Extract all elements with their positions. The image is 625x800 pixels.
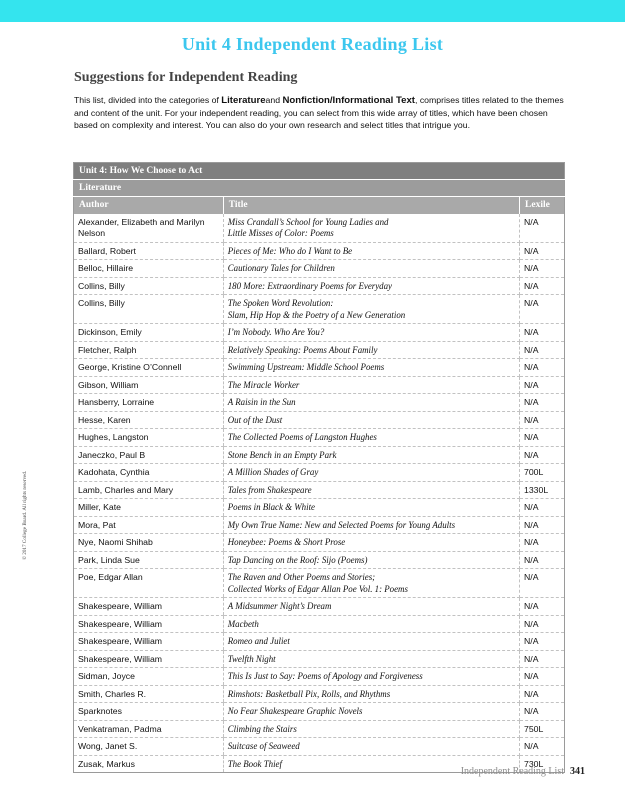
unit-header: Unit 4: How We Choose to Act bbox=[74, 163, 565, 180]
table-row bbox=[74, 633, 565, 651]
title-line: 180 More: Extraordinary Poems for Everyday bbox=[227, 280, 392, 291]
column-header-title: Title bbox=[223, 197, 519, 214]
column-header-author: Author bbox=[74, 197, 224, 214]
table-body bbox=[74, 214, 565, 773]
author-cell: Kadohata, Cynthia bbox=[74, 464, 224, 482]
title-line: Swimming Upstream: Middle School Poems bbox=[227, 362, 385, 372]
author-cell: Hesse, Karen bbox=[74, 411, 224, 429]
title-line: Poems in Black & White bbox=[227, 502, 315, 512]
title-line: Out of the Dust bbox=[227, 414, 283, 425]
lexile-cell: N/A bbox=[520, 685, 565, 703]
title-cell bbox=[223, 685, 519, 703]
intro-rest: , comprises titles related to the themes and content of the unit. For your independent reading, you can select from this wide array of titles, which have been chosen based on complexity and interest. You can also do your own research and select titles that intrigue you. bbox=[74, 95, 564, 131]
title-cell bbox=[223, 650, 519, 668]
title-cell bbox=[223, 668, 519, 686]
title-line: A Million Shades of Gray bbox=[227, 467, 319, 477]
title-cell bbox=[223, 598, 519, 616]
title-line: Climbing the Stairs bbox=[227, 723, 297, 734]
lexile-cell: N/A bbox=[520, 376, 565, 394]
section-heading: Suggestions for Independent Reading bbox=[74, 70, 298, 85]
author-cell: Collins, Billy bbox=[74, 295, 224, 324]
title-cell bbox=[223, 633, 519, 651]
table-row bbox=[74, 668, 565, 686]
title-cell bbox=[223, 464, 519, 482]
lexile-cell: N/A bbox=[520, 650, 565, 668]
title-line: Stone Bench in an Empty Park bbox=[227, 449, 337, 460]
lexile-cell: N/A bbox=[520, 295, 565, 324]
author-cell: George, Kristine O’Connell bbox=[74, 359, 224, 377]
lexile-cell: 1330L bbox=[520, 481, 565, 499]
intro-category-literature: Literature bbox=[221, 95, 266, 106]
author-cell: Park, Linda Sue bbox=[74, 551, 224, 569]
table-row bbox=[74, 242, 565, 260]
lexile-cell: 700L bbox=[520, 464, 565, 482]
intro-paragraph bbox=[74, 94, 566, 132]
title-cell bbox=[223, 738, 519, 756]
category-header: Literature bbox=[74, 180, 565, 197]
title-cell bbox=[223, 551, 519, 569]
title-line: A Raisin in the Sun bbox=[227, 397, 296, 407]
title-cell bbox=[223, 260, 519, 278]
author-cell: Dickinson, Emily bbox=[74, 324, 224, 342]
table-row bbox=[74, 738, 565, 756]
intro-category-nonfiction: Nonfiction/Informational Text bbox=[282, 95, 415, 106]
author-cell: Janeczko, Paul B bbox=[74, 446, 224, 464]
lexile-cell: N/A bbox=[520, 429, 565, 447]
lexile-cell: N/A bbox=[520, 214, 565, 243]
author-cell: Wong, Janet S. bbox=[74, 738, 224, 756]
title-line: No Fear Shakespeare Graphic Novels bbox=[227, 706, 363, 716]
table-row bbox=[74, 295, 565, 324]
lexile-cell: N/A bbox=[520, 359, 565, 377]
title-cell bbox=[223, 359, 519, 377]
title-line: Tap Dancing on the Roof: Sijo (Poems) bbox=[227, 554, 368, 565]
title-line: Cautionary Tales for Children bbox=[227, 263, 335, 273]
title-line: The Raven and Other Poems and Stories; bbox=[227, 572, 376, 582]
title-line: A Midsummer Night’s Dream bbox=[227, 601, 332, 611]
lexile-cell: 730L bbox=[520, 755, 565, 773]
table-row bbox=[74, 324, 565, 342]
table-row bbox=[74, 499, 565, 517]
author-cell: Shakespeare, William bbox=[74, 633, 224, 651]
title-line: Macbeth bbox=[227, 618, 259, 629]
lexile-cell: N/A bbox=[520, 260, 565, 278]
author-cell: Sparknotes bbox=[74, 703, 224, 721]
table-row bbox=[74, 615, 565, 633]
lexile-cell: N/A bbox=[520, 534, 565, 552]
title-line: My Own True Name: New and Selected Poems for Young Adults bbox=[227, 519, 456, 530]
title-cell bbox=[223, 534, 519, 552]
author-cell: Belloc, Hillaire bbox=[74, 260, 224, 278]
author-cell: Alexander, Elizabeth and Marilyn Nelson bbox=[74, 214, 224, 243]
table-row bbox=[74, 214, 565, 243]
table-row bbox=[74, 481, 565, 499]
table-row bbox=[74, 376, 565, 394]
author-cell: Shakespeare, William bbox=[74, 615, 224, 633]
title-cell bbox=[223, 569, 519, 598]
lexile-cell: N/A bbox=[520, 277, 565, 295]
title-cell bbox=[223, 516, 519, 534]
author-cell: Sidman, Joyce bbox=[74, 668, 224, 686]
page-title: Unit 4 Independent Reading List bbox=[181, 34, 444, 54]
title-line: The Miracle Worker bbox=[227, 379, 300, 390]
author-cell: Ballard, Robert bbox=[74, 242, 224, 260]
table-row bbox=[74, 551, 565, 569]
author-cell: Miller, Kate bbox=[74, 499, 224, 517]
table-row bbox=[74, 598, 565, 616]
top-color-band bbox=[0, 0, 625, 22]
category-header-row bbox=[74, 180, 565, 197]
title-line: The Book Thief bbox=[227, 758, 282, 769]
title-cell bbox=[223, 429, 519, 447]
table-row bbox=[74, 534, 565, 552]
title-cell bbox=[223, 394, 519, 412]
author-cell: Lamb, Charles and Mary bbox=[74, 481, 224, 499]
lexile-cell: N/A bbox=[520, 341, 565, 359]
lexile-cell: N/A bbox=[520, 516, 565, 534]
footer-label: Independent Reading List bbox=[460, 766, 564, 777]
author-cell: Smith, Charles R. bbox=[74, 685, 224, 703]
title-cell bbox=[223, 446, 519, 464]
table-row bbox=[74, 341, 565, 359]
table-row bbox=[74, 685, 565, 703]
lexile-cell: N/A bbox=[520, 242, 565, 260]
table-row bbox=[74, 359, 565, 377]
table-row bbox=[74, 569, 565, 598]
title-cell bbox=[223, 277, 519, 295]
title-line: The Spoken Word Revolution: bbox=[227, 298, 334, 308]
title-cell bbox=[223, 703, 519, 721]
title-line: Tales from Shakespeare bbox=[227, 484, 312, 495]
intro-and: and bbox=[265, 95, 283, 105]
title-line: Little Misses of Color: Poems bbox=[227, 228, 334, 238]
column-header-row bbox=[74, 197, 565, 214]
title-cell bbox=[223, 615, 519, 633]
lexile-cell: N/A bbox=[520, 446, 565, 464]
lexile-cell: N/A bbox=[520, 499, 565, 517]
lexile-cell: N/A bbox=[520, 668, 565, 686]
title-line: This Is Just to Say: Poems of Apology and Forgiveness bbox=[227, 671, 423, 681]
page-footer bbox=[461, 766, 585, 777]
title-line: Collected Works of Edgar Allan Poe Vol. 1: Poems bbox=[227, 583, 408, 594]
table-row bbox=[74, 720, 565, 738]
lexile-cell: N/A bbox=[520, 598, 565, 616]
title-cell bbox=[223, 411, 519, 429]
reading-list-table bbox=[73, 162, 565, 773]
title-cell bbox=[223, 324, 519, 342]
title-line: I’m Nobody. Who Are You? bbox=[227, 327, 325, 337]
table-row bbox=[74, 446, 565, 464]
title-line: Suitcase of Seaweed bbox=[227, 741, 300, 751]
author-cell: Gibson, William bbox=[74, 376, 224, 394]
table-row bbox=[74, 394, 565, 412]
author-cell: Nye, Naomi Shihab bbox=[74, 534, 224, 552]
author-cell: Shakespeare, William bbox=[74, 650, 224, 668]
table-row bbox=[74, 464, 565, 482]
title-line: The Collected Poems of Langston Hughes bbox=[227, 432, 377, 442]
table-row bbox=[74, 516, 565, 534]
author-cell: Zusak, Markus bbox=[74, 755, 224, 773]
author-cell: Shakespeare, William bbox=[74, 598, 224, 616]
title-line: Pieces of Me: Who do I Want to Be bbox=[227, 245, 353, 256]
lexile-cell: 750L bbox=[520, 720, 565, 738]
lexile-cell: N/A bbox=[520, 394, 565, 412]
table-row bbox=[74, 650, 565, 668]
title-cell bbox=[223, 295, 519, 324]
author-cell: Hughes, Langston bbox=[74, 429, 224, 447]
title-line: Rimshots: Basketball Pix, Rolls, and Rhythms bbox=[227, 688, 391, 699]
lexile-cell: N/A bbox=[520, 411, 565, 429]
title-cell bbox=[223, 214, 519, 243]
lexile-cell: N/A bbox=[520, 738, 565, 756]
lexile-cell: N/A bbox=[520, 569, 565, 598]
title-cell bbox=[223, 341, 519, 359]
title-cell bbox=[223, 499, 519, 517]
title-cell bbox=[223, 376, 519, 394]
table-row bbox=[74, 429, 565, 447]
title-line: Slam, Hip Hop & the Poetry of a New Generation bbox=[227, 309, 406, 320]
title-cell bbox=[223, 242, 519, 260]
table-row bbox=[74, 260, 565, 278]
author-cell: Mora, Pat bbox=[74, 516, 224, 534]
title-cell bbox=[223, 481, 519, 499]
title-line: Relatively Speaking: Poems About Family bbox=[227, 344, 378, 355]
lexile-cell: N/A bbox=[520, 551, 565, 569]
lexile-cell: N/A bbox=[520, 615, 565, 633]
author-cell: Poe, Edgar Allan bbox=[74, 569, 224, 598]
author-cell: Collins, Billy bbox=[74, 277, 224, 295]
lexile-cell: N/A bbox=[520, 324, 565, 342]
author-cell: Hansberry, Lorraine bbox=[74, 394, 224, 412]
title-line: Honeybee: Poems & Short Prose bbox=[227, 537, 346, 547]
lexile-cell: N/A bbox=[520, 703, 565, 721]
title-line: Romeo and Juliet bbox=[227, 636, 290, 646]
table-row bbox=[74, 411, 565, 429]
copyright-note: © 2017 College Board. All rights reserved. bbox=[22, 470, 28, 560]
page-number: 341 bbox=[570, 766, 585, 777]
lexile-cell: N/A bbox=[520, 633, 565, 651]
author-cell: Venkatraman, Padma bbox=[74, 720, 224, 738]
unit-header-row bbox=[74, 163, 565, 180]
table-row bbox=[74, 703, 565, 721]
title-line: Twelfth Night bbox=[227, 653, 276, 664]
title-line: Miss Crandall’s School for Young Ladies and bbox=[227, 216, 389, 227]
author-cell: Fletcher, Ralph bbox=[74, 341, 224, 359]
table-row bbox=[74, 277, 565, 295]
title-cell bbox=[223, 720, 519, 738]
column-header-lexile: Lexile bbox=[520, 197, 565, 214]
intro-prefix: This list, divided into the categories of bbox=[74, 95, 222, 105]
